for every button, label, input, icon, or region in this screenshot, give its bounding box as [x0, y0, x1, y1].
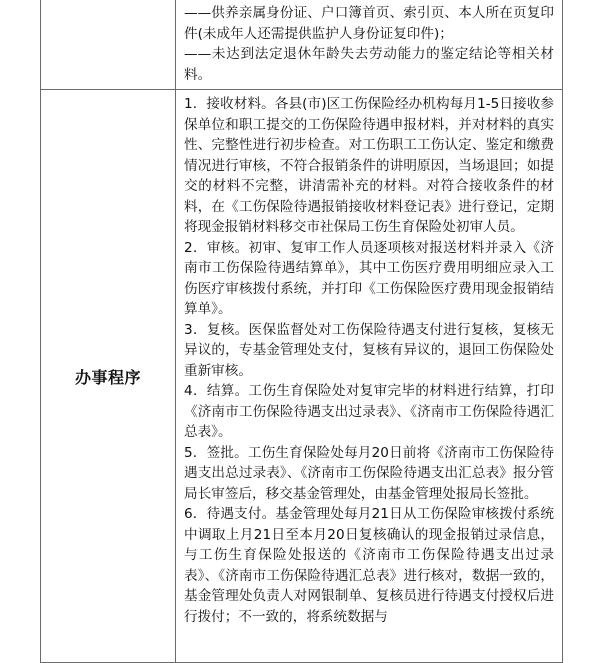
procedure-label: 办事程序 [74, 367, 141, 387]
requirements-label-cell [41, 0, 176, 90]
requirements-content-cell [176, 0, 563, 90]
requirement-item: ——未达到法定退休年龄失去劳动能力的鉴定结论等相关材料。 [184, 46, 554, 83]
procedure-content-cell [176, 90, 563, 663]
procedure-row [41, 90, 563, 663]
procedure-label-cell [41, 90, 176, 663]
requirement-item: ——供养亲属身份证、户口簿首页、索引页、本人所在页复印件(未成年人还需提供监护人身份证复印件)； [184, 5, 554, 42]
procedure-step: 3．复核。医保监督处对工伤保险待遇支付进行复核，复核无异议的，专基金管理处支付，复核有异议的，退回工伤保险处重新审核。 [184, 321, 554, 379]
procedure-step: 5．签批。工伤生育保险处每月20日前将《济南市工伤保险待遇支出总过录表》、《济南市工伤保险待遇支出汇总表》报分管局长审签后，移交基金管理处，由基金管理处报局长签批。 [184, 444, 554, 502]
procedure-step: 6．待遇支付。基金管理处每月21日从工伤保险审核拨付系统中调取上月21日至本月20日复核确认的现金报销过录信息，与工伤生育保险处报送的《济南市工伤保险待遇支出过录表》、《济南市工伤保险待遇汇总表》进行核对，数据一致的，基金管理处负责人对网银制单、复核员进行待遇支付授权后进行拨付；不一致的，将系统数据与 [184, 506, 554, 625]
procedure-table [40, 0, 563, 663]
procedure-step: 4．结算。工伤生育保险处对复审完毕的材料进行结算，打印《济南市工伤保险待遇支出过录表》、《济南市工伤保险待遇汇总表》。 [184, 383, 554, 440]
requirements-row [41, 0, 563, 90]
procedure-step: 2．审核。初审、复审工作人员逐项核对报送材料并录入《济南市工伤保险待遇结算单》，其中工伤医疗费用明细应录入工伤医疗审核拨付系统，并打印《工伤保险医疗费用现金报销结算单》。 [184, 239, 554, 317]
procedure-step: 1．接收材料。各县(市)区工伤保险经办机构每月1-5日接收参保单位和职工提交的工伤保险待遇申报材料，并对材料的真实性、完整性进行初步检查。对工伤职工工伤认定、鉴定和缴费情况进行审核，不符合报销条件的讲明原因，当场退回；如提交的材料不完整，讲清需补充的材料。对符合接收条件的材料，在《工伤保险待遇报销接收材料登记表》进行登记，定期将现金报销材料移交市社保局工伤生育保险处初审人员。 [184, 96, 554, 235]
